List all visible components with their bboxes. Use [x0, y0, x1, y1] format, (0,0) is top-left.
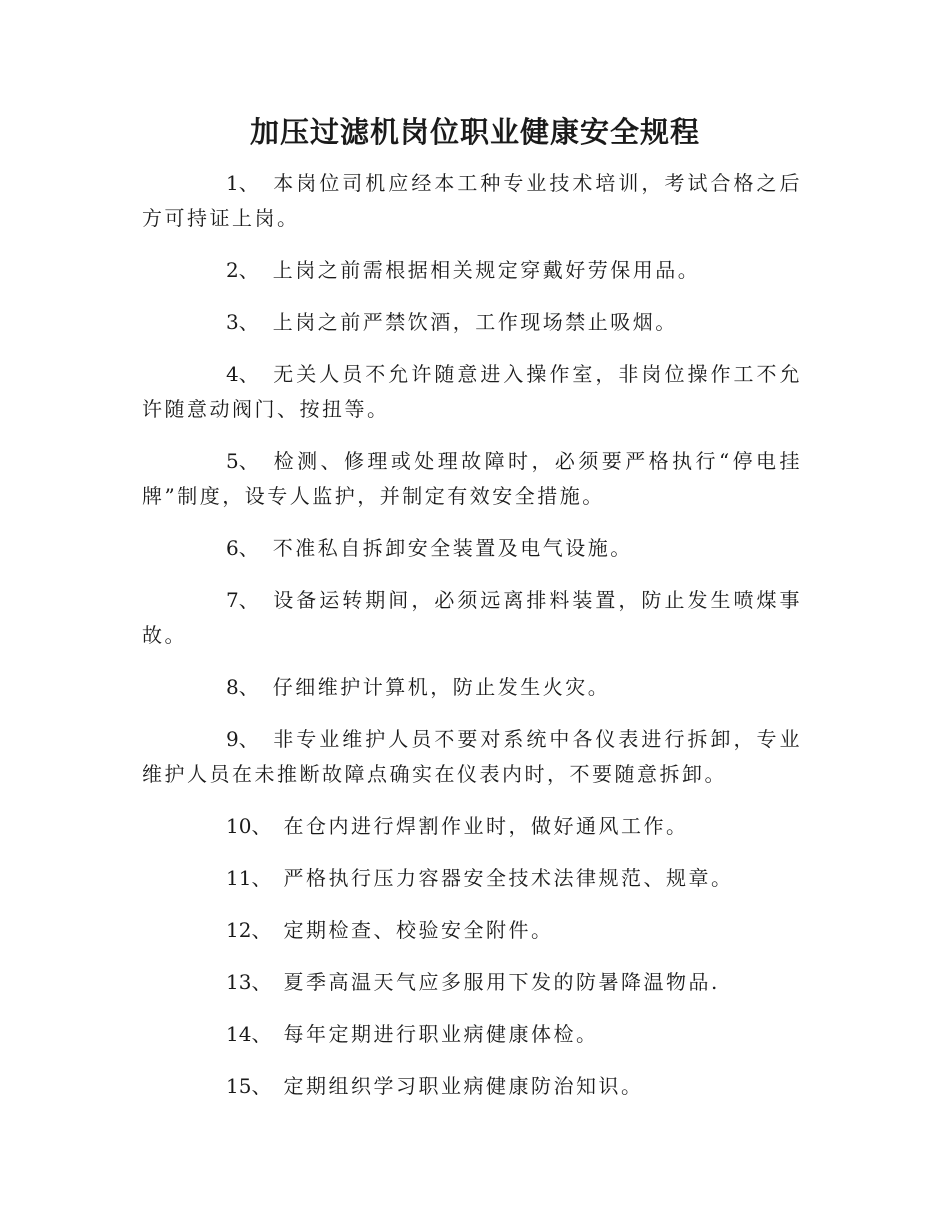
rule-number: 2、	[226, 258, 259, 282]
rule-text: 本岗位司机应经本工种专业技术培训，考试合格之后方可持证上岗。	[142, 171, 802, 230]
rule-item-9	[142, 722, 802, 792]
rule-text: 上岗之前严禁饮酒，工作现场禁止吸烟。	[272, 310, 678, 334]
rule-number: 4、	[226, 362, 259, 386]
rule-item-1	[142, 166, 802, 236]
rule-number: 11、	[226, 866, 272, 890]
rule-number: 8、	[226, 675, 259, 699]
rule-item-11	[142, 861, 802, 896]
rule-item-15	[142, 1069, 802, 1104]
rule-number: 13、	[226, 970, 272, 994]
rule-item-4	[142, 357, 802, 427]
rule-item-13	[142, 965, 802, 1000]
rule-item-5	[142, 444, 802, 514]
rule-number: 15、	[226, 1074, 272, 1098]
document-title: 加压过滤机岗位职业健康安全规程	[249, 115, 700, 149]
rule-number: 6、	[226, 536, 259, 560]
rule-number: 5、	[226, 449, 259, 473]
rule-text: 不准私自拆卸安全装置及电气设施。	[272, 536, 633, 560]
rule-number: 9、	[226, 727, 259, 751]
rule-text: 上岗之前需根据相关规定穿戴好劳保用品。	[272, 258, 701, 282]
rule-item-12	[142, 913, 802, 948]
rule-text: 无关人员不允许随意进入操作室，非岗位操作工不允许随意动阀门、按扭等。	[142, 362, 802, 421]
rule-text: 定期组织学习职业病健康防治知识。	[283, 1074, 644, 1098]
rule-text: 每年定期进行职业病健康体检。	[283, 1022, 599, 1046]
rules-list	[142, 166, 802, 1121]
rule-item-7	[142, 583, 802, 653]
rule-text: 夏季高温天气应多服用下发的防暑降温物品.	[283, 970, 720, 994]
rule-item-6	[142, 531, 802, 566]
rule-item-10	[142, 809, 802, 844]
rule-number: 10、	[226, 814, 272, 838]
rule-text: 检测、修理或处理故障时，必须要严格执行“停电挂牌”制度，设专人监护，并制定有效安全措施。	[142, 449, 802, 508]
rule-text: 仔细维护计算机，防止发生火灾。	[272, 675, 611, 699]
rule-number: 1、	[226, 171, 259, 195]
rule-text: 定期检查、校验安全附件。	[283, 918, 554, 942]
rule-item-14	[142, 1017, 802, 1052]
rule-item-8	[142, 670, 802, 705]
rule-number: 3、	[226, 310, 259, 334]
rule-number: 7、	[226, 588, 259, 612]
rule-text: 严格执行压力容器安全技术法律规范、规章。	[283, 866, 734, 890]
rule-text: 在仓内进行焊割作业时，做好通风工作。	[283, 814, 689, 838]
rule-number: 12、	[226, 918, 272, 942]
rule-text: 非专业维护人员不要对系统中各仪表进行拆卸，专业维护人员在未推断故障点确实在仪表内时，不要随意拆卸。	[142, 727, 802, 786]
rule-number: 14、	[226, 1022, 272, 1046]
rule-text: 设备运转期间，必须远离排料装置，防止发生喷煤事故。	[142, 588, 802, 647]
rule-item-2	[142, 253, 802, 288]
rule-item-3	[142, 305, 802, 340]
